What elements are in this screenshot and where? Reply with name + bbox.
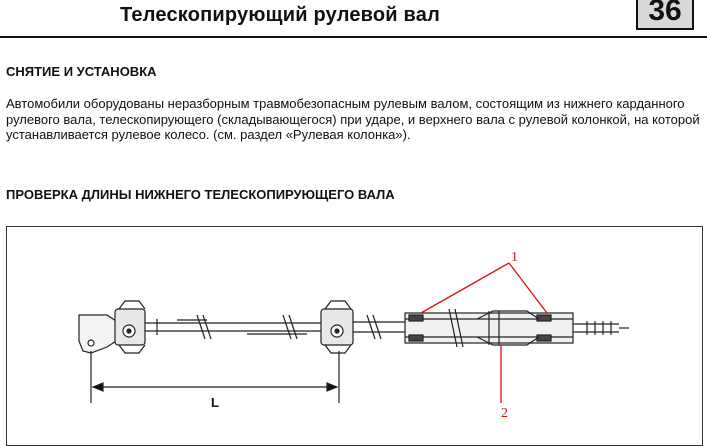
steering-shaft-drawing xyxy=(7,227,703,446)
callout-1: 1 xyxy=(511,250,518,265)
removal-heading: СНЯТИЕ И УСТАНОВКА xyxy=(6,64,157,79)
page-title: Телескопирующий рулевой вал xyxy=(120,4,441,26)
section-number-badge: 36 xyxy=(636,0,694,30)
check-heading: ПРОВЕРКА ДЛИНЫ НИЖНЕГО ТЕЛЕСКОПИРУЮЩЕГО ВАЛА xyxy=(6,187,395,202)
header-rule xyxy=(0,36,707,38)
callout-2: 2 xyxy=(501,406,508,421)
steering-shaft-figure xyxy=(6,226,703,446)
removal-paragraph: Автомобили оборудованы неразборным травмобезопасным рулевым валом, состоящим из нижнего карданного рулевого вала, телескопирующего (складывающегося) при ударе, и верхнего вала с рулевой колонкой, на которой устанавливается рулевое колесо. (см. раздел «Рулевая колонка»). xyxy=(6,96,700,142)
dimension-label: L xyxy=(211,395,219,410)
